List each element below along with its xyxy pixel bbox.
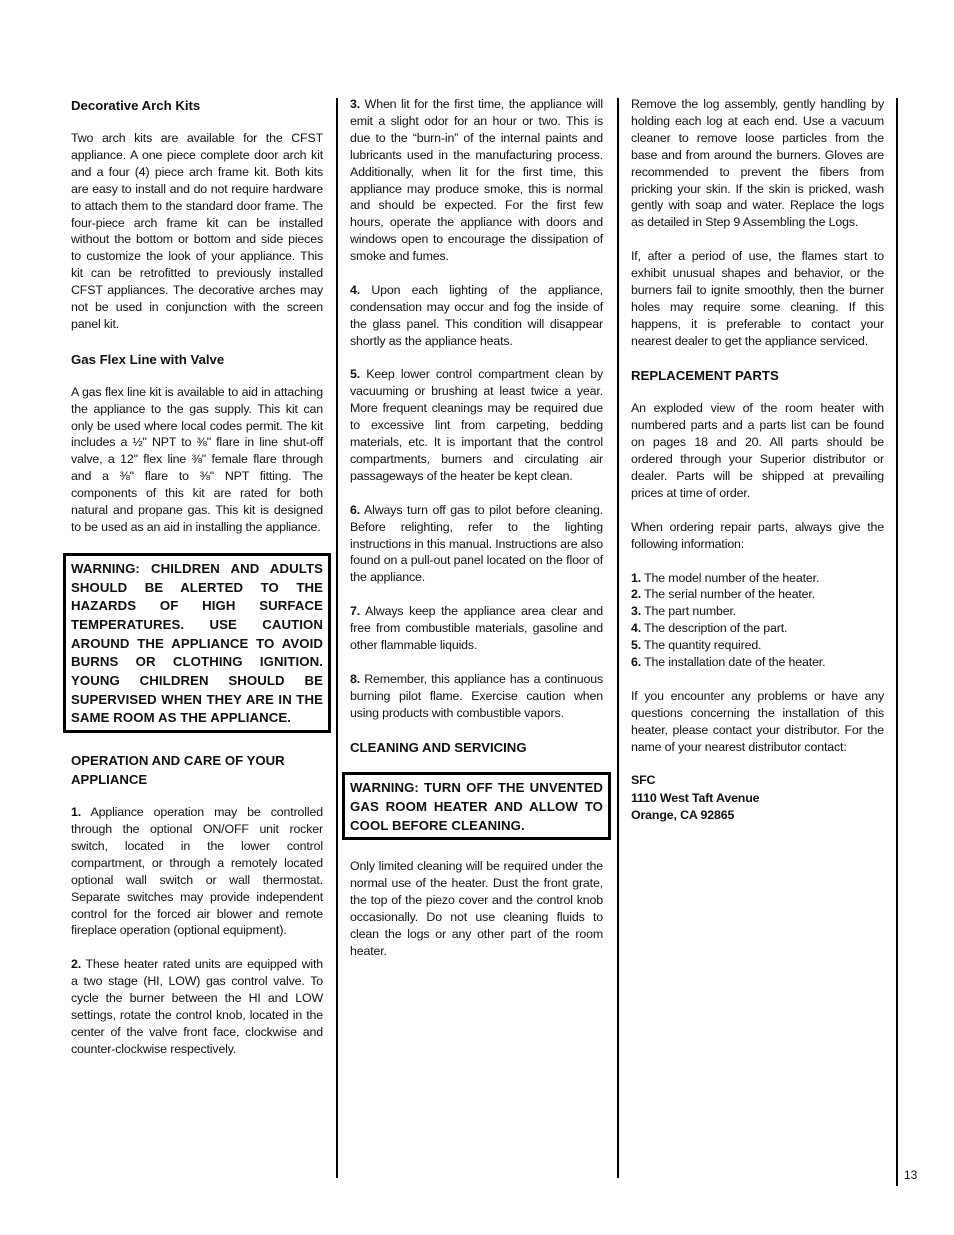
item-text: The serial number of the heater. xyxy=(641,587,815,602)
list-item xyxy=(631,586,884,603)
arch-kits-heading: Decorative Arch Kits xyxy=(71,98,201,113)
item-text: Appliance operation may be controlled through the optional ON/OFF unit rocker switch, located in the lower control compartment, or through a remotely located optional wall switch or wall thermostat. Separate switches may provide independent control for the forced air blower and remote fireplace operation (optional equipment). xyxy=(71,805,323,938)
item-number: 1. xyxy=(71,805,82,820)
item-number: 6. xyxy=(350,502,361,517)
list-item xyxy=(631,654,884,671)
list-item xyxy=(631,637,884,654)
address-street: 1110 West Taft Avenue xyxy=(631,790,760,805)
cleaning-paragraph: Only limited cleaning will be required under the normal use of the heater. Dust the front grate, the top of the piezo cover and the control knob occasionally. Do not use cleaning fluids to clean the logs or any other part of the room heater. xyxy=(350,859,603,958)
item-number: 5. xyxy=(631,638,642,653)
distributor-address xyxy=(631,772,884,825)
item-text: Remember, this appliance has a continuous burning pilot flame. Exercise caution when using products with combustible vapors. xyxy=(350,671,603,720)
ordering-paragraph: When ordering repair parts, always give the following information: xyxy=(631,519,884,551)
item-text: The description of the part. xyxy=(641,621,788,636)
item-number: 3. xyxy=(350,97,361,111)
arch-kits-paragraph: Two arch kits are available for the CFST appliance. A one piece complete door arch kit and a four (4) piece arch frame kit. Both kits are easy to install and do not require hardware to attach them to the standard door frame. The four-piece arch frame kit can be installed without the bottom or bottom and side pieces to customize the look of your appliance. This kit can be retrofitted to previously installed CFST appliances. The decorative arches may not be used in conjunction with the screen panel kit. xyxy=(71,131,323,331)
item-text: Upon each lighting of the appliance, condensation may occur and fog the inside of the glass panel. This condition will disappear shortly as the appliance heats. xyxy=(350,282,603,348)
cleaning-heading: CLEANING AND SERVICING xyxy=(350,740,527,756)
parts-paragraph: An exploded view of the room heater with numbered parts and a parts list can be found on pages 18 and 20. All parts should be ordered through your Superior distributor or dealer. Parts will be shipped at prevailing prices at time of order. xyxy=(631,401,884,500)
column-divider-right xyxy=(617,98,619,1178)
operation-item-3 xyxy=(350,96,603,265)
item-text: Always turn off gas to pilot before cleaning. Before relighting, refer to the lighting instructions in this manual. Instructions are also found on a pull-out panel located on the floor of the appliance. xyxy=(350,502,603,585)
operation-item-1 xyxy=(71,804,323,939)
item-number: 2. xyxy=(71,957,82,972)
address-name: SFC xyxy=(631,773,656,788)
operation-item-8 xyxy=(350,671,603,722)
operation-item-4 xyxy=(350,282,603,350)
children-warning-box: WARNING: CHILDREN AND ADULTS SHOULD BE ALERTED TO THE HAZARDS OF HIGH SURFACE TEMPERATURES. USE CAUTION AROUND THE APPLIANCE TO AVOID BURNS OR CLOTHING IGNITION. YOUNG CHILDREN SHOULD BE SUPERVISED WHEN THEY ARE IN THE SAME ROOM AS THE APPLIANCE. xyxy=(63,553,331,733)
item-text: These heater rated units are equipped with a two stage (HI, LOW) gas control valve. To cycle the burner between the HI and LOW settings, rotate the control knob, located in the center of the valve front face, clockwise and counter-clockwise respectively. xyxy=(71,957,323,1056)
column-3 xyxy=(631,96,884,825)
item-text: The quantity required. xyxy=(641,638,762,653)
item-number: 4. xyxy=(350,282,361,297)
item-number: 5. xyxy=(350,367,361,382)
ordering-info-list xyxy=(631,570,884,671)
contact-paragraph: If you encounter any problems or have any questions concerning the installation of this heater, please contact your distributor. For the name of your nearest distributor contact: xyxy=(631,688,884,754)
page-number: 13 xyxy=(904,1168,918,1182)
gas-flex-paragraph: A gas flex line kit is available to aid in attaching the appliance to the gas supply. This kit can only be used where local codes permit. The kit includes a ½" NPT to ⅜" flare in line shut-off valve, a 12" flex line ⅜" female flare through and a ⅜" flare to ⅜" NPT fitting. The components of this kit are rated for both natural and propane gas. This kit is designed to be used as an aid in installing the appliance. xyxy=(71,384,323,535)
item-text: The installation date of the heater. xyxy=(641,655,826,670)
item-text: Keep lower control compartment clean by vacuuming or brushing at least twice a year. More frequent cleanings may be required due to excessive lint from carpeting, bedding materials, etc. It is important that the control compartments, burners and circulating air passageways of the heater be kept clean. xyxy=(350,367,603,483)
flames-paragraph: If, after a period of use, the flames start to exhibit unusual shapes and behavior, or the burners fail to ignite smoothly, then the burner holes may require some cleaning. If this happens, it is preferable to contact your nearest dealer to get the appliance serviced. xyxy=(631,249,884,348)
item-text: The model number of the heater. xyxy=(641,570,820,585)
item-number: 3. xyxy=(631,604,642,619)
item-number: 7. xyxy=(350,604,361,619)
item-number: 1. xyxy=(631,570,642,585)
list-item xyxy=(631,570,884,587)
item-number: 2. xyxy=(631,587,642,602)
replacement-parts-heading: REPLACEMENT PARTS xyxy=(631,368,779,384)
operation-item-6 xyxy=(350,502,603,587)
operation-item-5 xyxy=(350,366,603,484)
cleaning-warning-box: WARNING: TURN OFF THE UNVENTED GAS ROOM HEATER AND ALLOW TO COOL BEFORE CLEANING. xyxy=(342,772,611,840)
operation-item-7 xyxy=(350,603,603,654)
column-divider-edge xyxy=(896,98,898,1186)
column-1 xyxy=(71,96,323,1075)
item-number: 4. xyxy=(631,621,642,636)
address-city: Orange, CA 92865 xyxy=(631,808,735,823)
item-number: 8. xyxy=(350,671,361,686)
item-text: When lit for the first time, the appliance will emit a slight odor for an hour or two. This is due to the “burn-in” of the internal paints and lubricants used in the manufacturing process. Additionally, when lit for the first time, this appliance may produce smoke, this is normal and should be expected. For the first few hours, operate the appliance with doors and windows open to encourage the dissipation of smoke and fumes. xyxy=(350,97,603,264)
operation-item-2 xyxy=(71,956,323,1057)
item-text: The part number. xyxy=(641,604,737,619)
list-item xyxy=(631,620,884,637)
column-divider-left xyxy=(336,98,338,1178)
gas-flex-heading: Gas Flex Line with Valve xyxy=(71,351,225,367)
log-removal-paragraph: Remove the log assembly, gently handling by holding each log at each end. Use a vacuum cleaner to remove loose particles from the base and from around the burners. Gloves are recommended to prevent the fibers from pricking your skin. If the skin is pricked, wash gently with soap and water. Replace the logs as detailed in Step 9 Assembling the Logs. xyxy=(631,97,884,230)
column-2 xyxy=(350,96,603,977)
item-number: 6. xyxy=(631,655,642,670)
item-text: Always keep the appliance area clear and free from combustible materials, gasoline and other flammable liquids. xyxy=(350,604,603,652)
operation-heading: OPERATION AND CARE OF YOUR APPLIANCE xyxy=(71,753,285,788)
list-item xyxy=(631,603,884,620)
